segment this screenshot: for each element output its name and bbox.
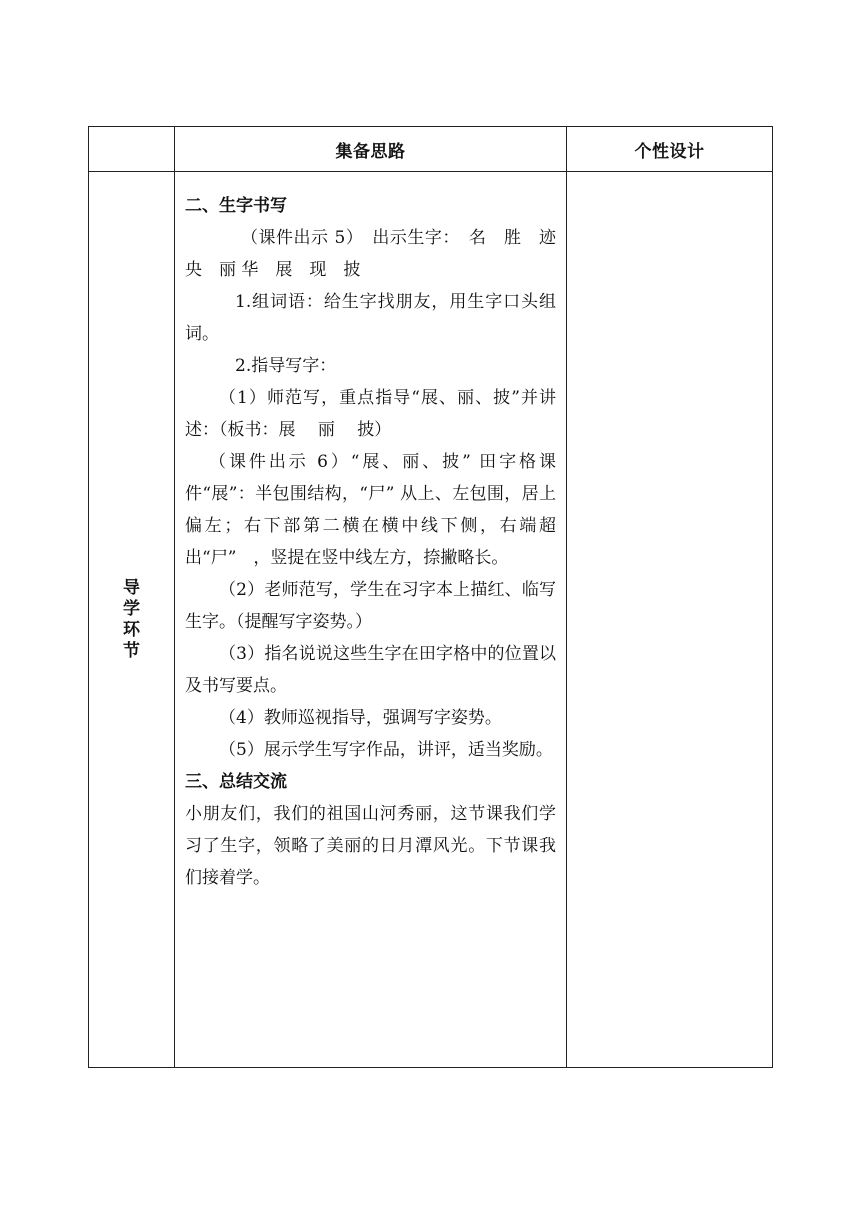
plan-paragraph: 2.指导写字： [235, 356, 337, 376]
plan-paragraph: （2）老师范写，学生在习字本上描红、临写生字。（提醒写字姿势。） [185, 580, 556, 632]
section-heading: 二、生字书写 [185, 196, 287, 216]
plan-lines [185, 190, 573, 894]
header-blank-cell [89, 127, 175, 172]
table-header-row [89, 127, 773, 172]
plan-paragraph: （1）师范写，重点指导“展、丽、披”并讲述：（板书：展 丽 披） [185, 388, 556, 440]
table-body-row [89, 172, 773, 1068]
header-personal-cell: 个性设计 [567, 127, 773, 172]
section-heading: 三、总结交流 [185, 772, 287, 792]
plan-paragraph: （4）教师巡视指导，强调写字姿势。 [219, 708, 502, 728]
plan-paragraph: （5）展示学生写字作品，讲评，适当奖励。 [219, 740, 553, 760]
plan-content-cell [175, 172, 573, 1068]
personal-design-cell [567, 172, 773, 1068]
section-label: 导学环节 [123, 577, 140, 661]
plan-paragraph: （课件出示 6）“展、丽、披” 田字格课件“展”：半包围结构，“尸” 从上、左包围，居上偏左；右下部第二横在横中线下侧，右端超出“尸” ，竖提在竖中线左方，捺撇略长。 [185, 452, 556, 568]
section-label-cell [89, 172, 175, 1068]
header-plan-cell: 集备思路 [175, 127, 567, 172]
plan-paragraph: 小朋友们，我们的祖国山河秀丽，这节课我们学习了生字，领略了美丽的日月潭风光。下节课我们接着学。 [185, 804, 556, 888]
plan-paragraph: （3）指名说说这些生字在田字格中的位置以及书写要点。 [185, 644, 556, 696]
lesson-plan-table [88, 126, 773, 1068]
plan-paragraph: （课件出示 5） 出示生字： 名 胜 迹 央 丽 华 展 现 披 [185, 228, 573, 280]
plan-paragraph: 1.组词语：给生字找朋友，用生字口头组词。 [185, 292, 556, 344]
